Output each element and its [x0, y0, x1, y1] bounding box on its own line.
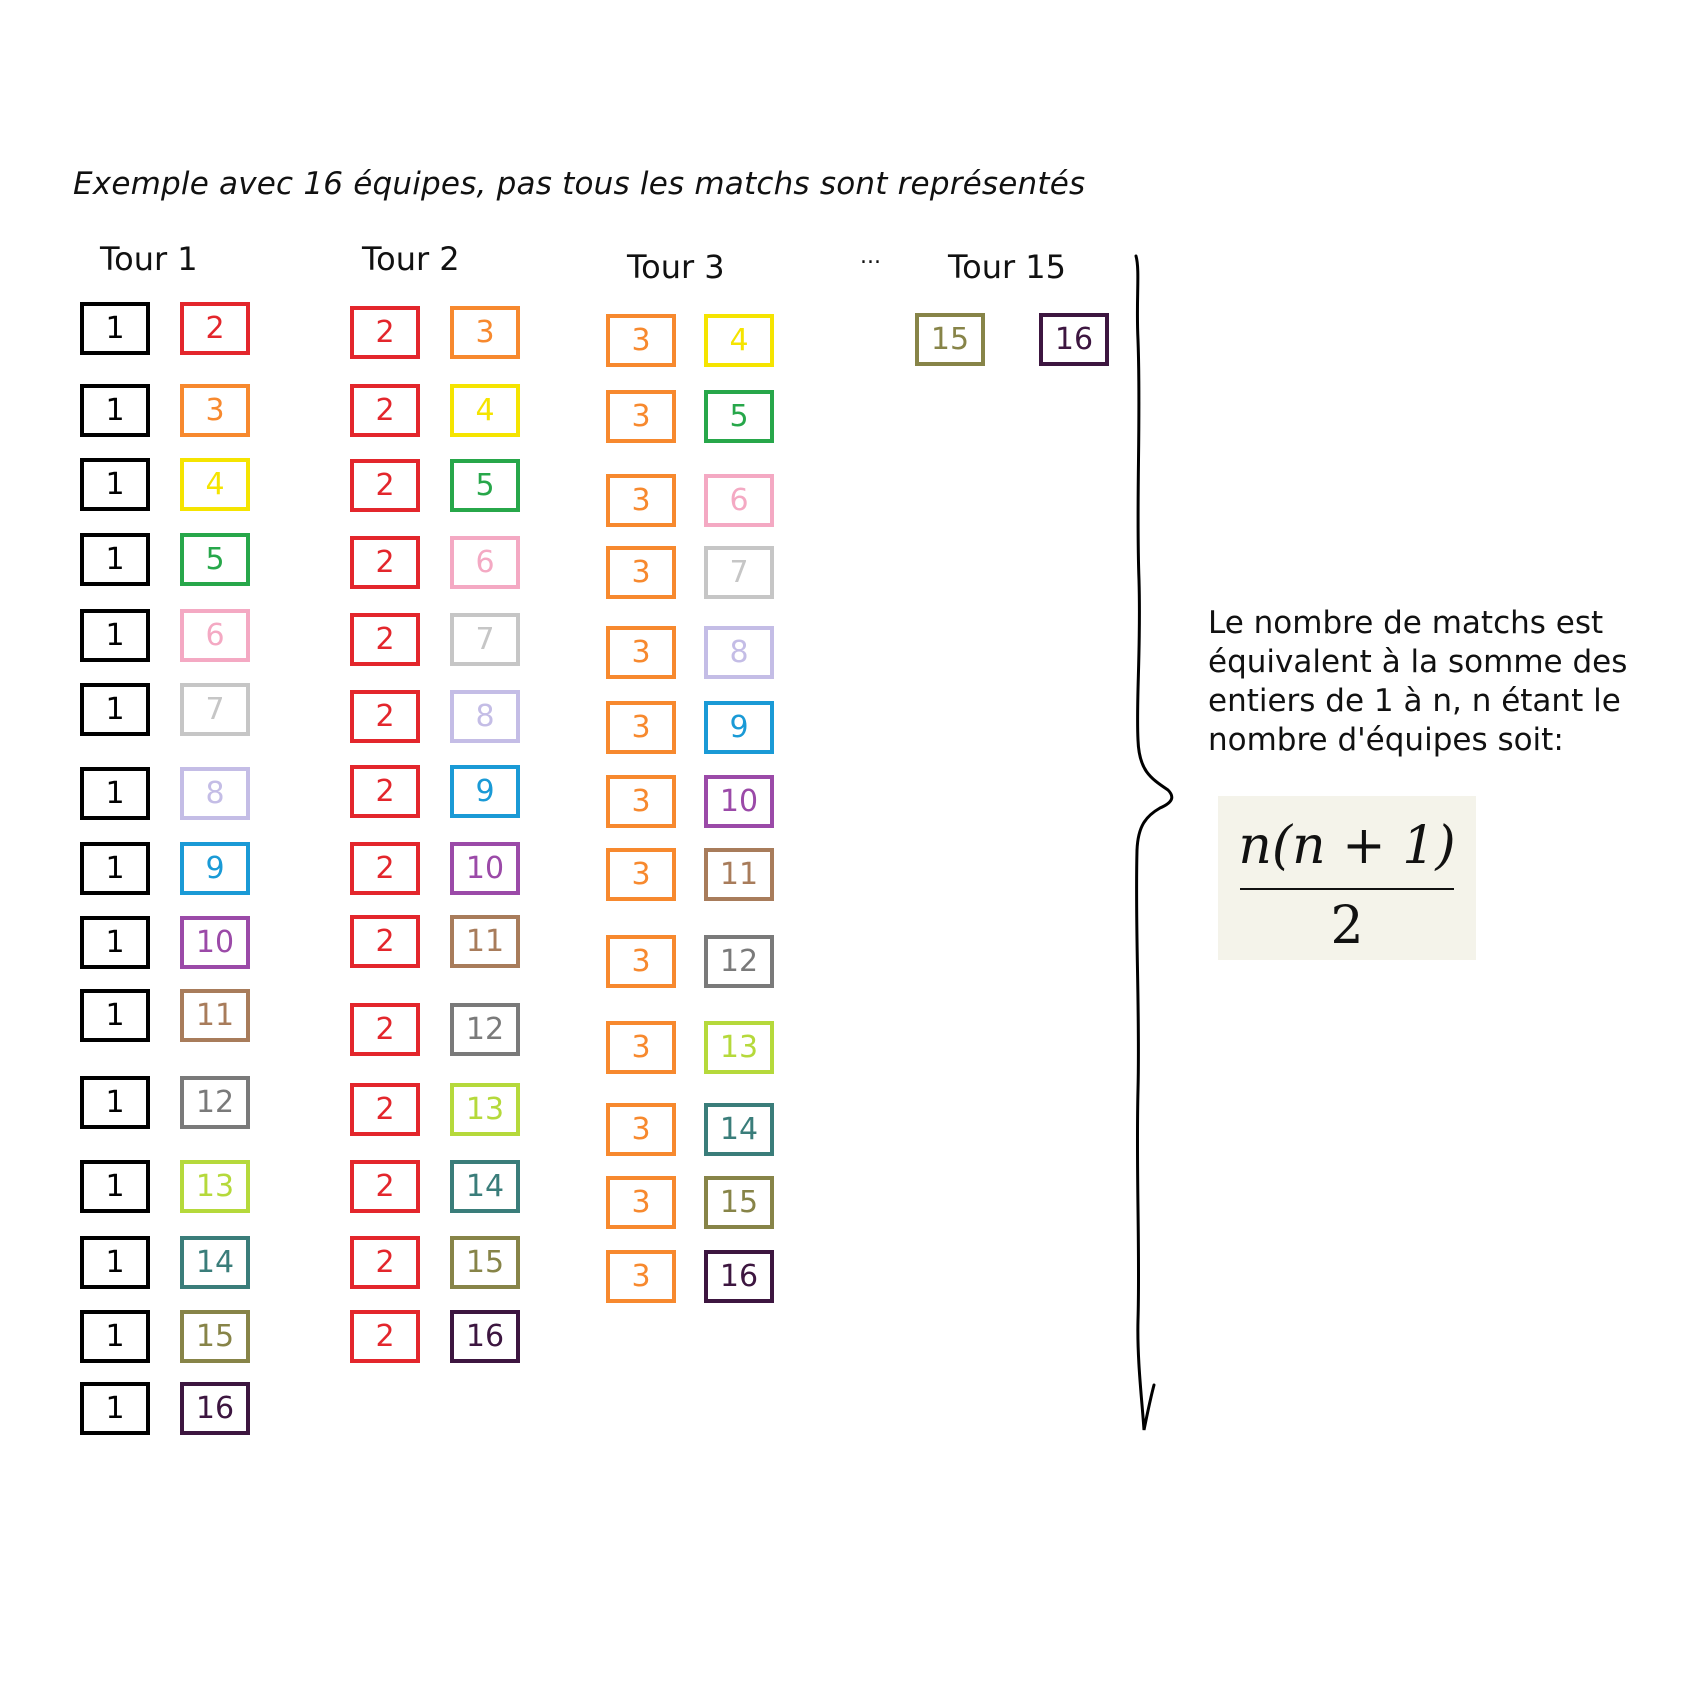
- round-title-2: Tour 2: [362, 240, 460, 278]
- team-box-r2-m4-home: 2: [350, 536, 420, 589]
- rounds-ellipsis: ...: [860, 244, 881, 269]
- team-box-r1-m9-home: 1: [80, 916, 150, 969]
- team-box-r3-m6-home: 3: [606, 701, 676, 754]
- team-box-r2-m8-home: 2: [350, 842, 420, 895]
- team-box-r3-m12-home: 3: [606, 1176, 676, 1229]
- team-box-r2-m9-home: 2: [350, 915, 420, 968]
- team-box-r1-m13-away: 14: [180, 1236, 250, 1289]
- team-box-r2-m6-home: 2: [350, 690, 420, 743]
- team-box-r3-m9-home: 3: [606, 935, 676, 988]
- team-box-r1-m4-home: 1: [80, 533, 150, 586]
- team-box-r2-m4-away: 6: [450, 536, 520, 589]
- team-box-r1-m2-home: 1: [80, 384, 150, 437]
- formula-denominator: 2: [1330, 896, 1364, 956]
- team-box-r2-m6-away: 8: [450, 690, 520, 743]
- team-box-r1-m14-home: 1: [80, 1310, 150, 1363]
- team-box-r3-m12-away: 15: [704, 1176, 774, 1229]
- team-box-r1-m11-home: 1: [80, 1076, 150, 1129]
- team-box-r1-m8-away: 9: [180, 842, 250, 895]
- formula-box: [1218, 796, 1476, 960]
- team-box-r3-m1-home: 3: [606, 314, 676, 367]
- team-box-r2-m10-away: 12: [450, 1003, 520, 1056]
- team-box-r1-m12-away: 13: [180, 1160, 250, 1213]
- team-box-r1-m12-home: 1: [80, 1160, 150, 1213]
- round-title-15: Tour 15: [948, 248, 1067, 286]
- team-box-r3-m2-home: 3: [606, 390, 676, 443]
- team-box-r1-m7-home: 1: [80, 767, 150, 820]
- team-box-r3-m2-away: 5: [704, 390, 774, 443]
- team-box-r1-m14-away: 15: [180, 1310, 250, 1363]
- team-box-r1-m5-away: 6: [180, 609, 250, 662]
- team-box-r2-m14-home: 2: [350, 1310, 420, 1363]
- team-box-r1-m5-home: 1: [80, 609, 150, 662]
- team-box-r2-m1-away: 3: [450, 306, 520, 359]
- team-box-r3-m7-home: 3: [606, 775, 676, 828]
- team-box-r3-m1-away: 4: [704, 314, 774, 367]
- team-box-r1-m6-home: 1: [80, 683, 150, 736]
- team-box-r3-m3-home: 3: [606, 474, 676, 527]
- team-box-r1-m2-away: 3: [180, 384, 250, 437]
- team-box-r2-m3-home: 2: [350, 459, 420, 512]
- team-box-r2-m13-away: 15: [450, 1236, 520, 1289]
- team-box-r3-m5-home: 3: [606, 626, 676, 679]
- team-box-r1-m13-home: 1: [80, 1236, 150, 1289]
- formula-fraction: [1218, 796, 1476, 960]
- team-box-r2-m12-away: 14: [450, 1160, 520, 1213]
- team-box-r1-m15-away: 16: [180, 1382, 250, 1435]
- round-title-3: Tour 3: [627, 248, 725, 286]
- team-box-r2-m3-away: 5: [450, 459, 520, 512]
- team-box-r3-m9-away: 12: [704, 935, 774, 988]
- team-box-r2-m5-away: 7: [450, 613, 520, 666]
- team-box-r2-m1-home: 2: [350, 306, 420, 359]
- team-box-r3-m10-away: 13: [704, 1021, 774, 1074]
- team-box-r3-m8-away: 11: [704, 848, 774, 901]
- team-box-r1-m6-away: 7: [180, 683, 250, 736]
- team-box-r1-m10-away: 11: [180, 989, 250, 1042]
- team-box-r2-m11-home: 2: [350, 1083, 420, 1136]
- team-box-r2-m10-home: 2: [350, 1003, 420, 1056]
- team-box-r2-m11-away: 13: [450, 1083, 520, 1136]
- team-box-r2-m12-home: 2: [350, 1160, 420, 1213]
- fraction-bar: [1240, 888, 1454, 890]
- formula-numerator: n(n + 1): [1238, 816, 1456, 876]
- team-box-r1-m8-home: 1: [80, 842, 150, 895]
- team-box-r3-m13-away: 16: [704, 1250, 774, 1303]
- team-box-r1-m10-home: 1: [80, 989, 150, 1042]
- team-box-r4-m1-home: 15: [915, 313, 985, 366]
- team-box-r3-m13-home: 3: [606, 1250, 676, 1303]
- team-box-r1-m7-away: 8: [180, 767, 250, 820]
- team-box-r3-m4-away: 7: [704, 546, 774, 599]
- team-box-r1-m4-away: 5: [180, 533, 250, 586]
- team-box-r2-m2-away: 4: [450, 384, 520, 437]
- team-box-r2-m7-home: 2: [350, 765, 420, 818]
- team-box-r3-m5-away: 8: [704, 626, 774, 679]
- team-box-r2-m7-away: 9: [450, 765, 520, 818]
- team-box-r3-m3-away: 6: [704, 474, 774, 527]
- team-box-r4-m1-away: 16: [1039, 313, 1109, 366]
- caption: Exemple avec 16 équipes, pas tous les matchs sont représentés: [73, 166, 1086, 202]
- team-box-r2-m2-home: 2: [350, 384, 420, 437]
- team-box-r1-m11-away: 12: [180, 1076, 250, 1129]
- team-box-r1-m15-home: 1: [80, 1382, 150, 1435]
- team-box-r1-m9-away: 10: [180, 916, 250, 969]
- team-box-r1-m1-away: 2: [180, 302, 250, 355]
- team-box-r3-m7-away: 10: [704, 775, 774, 828]
- team-box-r3-m4-home: 3: [606, 546, 676, 599]
- team-box-r3-m8-home: 3: [606, 848, 676, 901]
- team-box-r2-m13-home: 2: [350, 1236, 420, 1289]
- team-box-r3-m6-away: 9: [704, 701, 774, 754]
- round-title-1: Tour 1: [100, 240, 198, 278]
- team-box-r1-m3-away: 4: [180, 458, 250, 511]
- team-box-r2-m9-away: 11: [450, 915, 520, 968]
- team-box-r3-m11-away: 14: [704, 1103, 774, 1156]
- team-box-r2-m5-home: 2: [350, 613, 420, 666]
- team-box-r1-m3-home: 1: [80, 458, 150, 511]
- team-box-r3-m11-home: 3: [606, 1103, 676, 1156]
- team-box-r2-m8-away: 10: [450, 842, 520, 895]
- team-box-r3-m10-home: 3: [606, 1021, 676, 1074]
- team-box-r2-m14-away: 16: [450, 1310, 520, 1363]
- explanation-text: Le nombre de matchs est équivalent à la somme des entiers de 1 à n, n étant le nombre d'équipes soit:: [1208, 605, 1628, 758]
- team-box-r1-m1-home: 1: [80, 302, 150, 355]
